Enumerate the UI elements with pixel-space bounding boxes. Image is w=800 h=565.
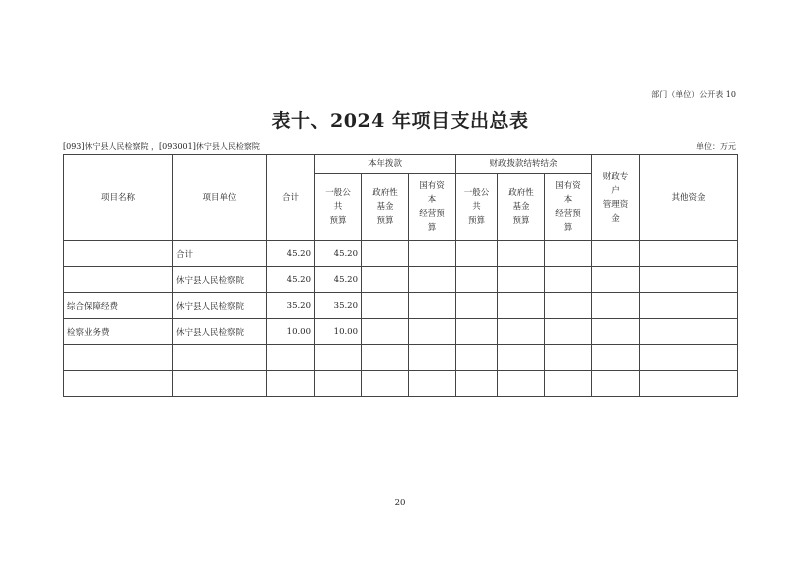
cell-general-public: 45.20 — [315, 241, 362, 267]
cell-project-name — [64, 371, 173, 397]
header-other-funds: 其他资金 — [640, 155, 738, 241]
cell-general-public: 45.20 — [315, 267, 362, 293]
cell-general-public — [315, 371, 362, 397]
header-group-carryover: 财政拨款结转结余 — [456, 155, 592, 174]
cell-total: 45.20 — [267, 241, 315, 267]
cell-total: 35.20 — [267, 293, 315, 319]
table-row — [64, 371, 738, 397]
table-row — [64, 293, 738, 319]
unit-label: 单位：万元 — [696, 142, 736, 151]
cell-total: 45.20 — [267, 267, 315, 293]
header-total: 合计 — [267, 155, 315, 241]
cell-project-name — [64, 241, 173, 267]
cell-total: 10.00 — [267, 319, 315, 345]
header-project-name: 项目名称 — [64, 155, 173, 241]
department-info: [093]休宁县人民检察院 ，[093001]休宁县人民检察院 — [63, 142, 260, 151]
cell-project-name — [64, 345, 173, 371]
header-gov-fund-carryover: 政府性 基金 预算 — [498, 174, 545, 241]
header-state-capital-carryover: 国有资 本 经营预 算 — [545, 174, 592, 241]
cell-project-name: 检察业务费 — [64, 319, 173, 345]
cell-project-unit: 休宁县人民检察院 — [173, 267, 267, 293]
header-special-account: 财政专 户 管理资 金 — [592, 155, 640, 241]
table-row — [64, 345, 738, 371]
cell-project-unit: 合计 — [173, 241, 267, 267]
header-group-current-year: 本年拨款 — [315, 155, 456, 174]
cell-general-public: 10.00 — [315, 319, 362, 345]
cell-project-name — [64, 267, 173, 293]
header-general-public-budget: 一般公 共 预算 — [315, 174, 362, 241]
cell-total — [267, 371, 315, 397]
cell-project-unit — [173, 345, 267, 371]
table-row — [64, 319, 738, 345]
disclosure-table-label: 部门（单位）公开表 10 — [651, 90, 736, 99]
header-gov-fund-budget: 政府性 基金 预算 — [362, 174, 409, 241]
cell-total — [267, 345, 315, 371]
project-expenditure-table — [63, 154, 738, 397]
cell-project-unit: 休宁县人民检察院 — [173, 293, 267, 319]
page-number: 20 — [394, 498, 406, 508]
cell-project-name: 综合保障经费 — [64, 293, 173, 319]
table-row — [64, 267, 738, 293]
cell-project-unit — [173, 371, 267, 397]
header-project-unit: 项目单位 — [173, 155, 267, 241]
page-title: 表十、2024 年项目支出总表 — [271, 110, 529, 132]
cell-project-unit: 休宁县人民检察院 — [173, 319, 267, 345]
header-state-capital-budget: 国有资 本 经营预 算 — [409, 174, 456, 241]
header-general-public-carryover: 一般公 共 预算 — [456, 174, 498, 241]
cell-general-public: 35.20 — [315, 293, 362, 319]
table-row — [64, 241, 738, 267]
cell-general-public — [315, 345, 362, 371]
